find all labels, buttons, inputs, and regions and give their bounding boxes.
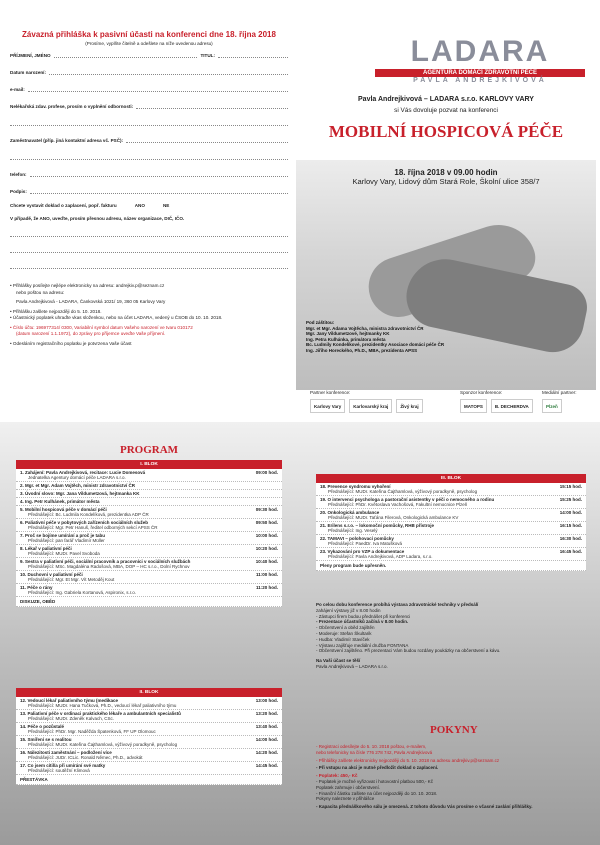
program-item-time: 13:00 hod. [255, 698, 278, 703]
program-item-time: 11:00 hod. [255, 572, 278, 577]
field-title-line[interactable] [218, 52, 288, 58]
note-line: - Výstavu zajišťuje mediální družba FONTANA [316, 642, 409, 648]
program-item-title: 4. Ing. Petr Kulhánek, primátor města [20, 499, 100, 504]
program-item-speaker: Přednášející: Ing. Veselý [316, 528, 586, 535]
field-email-line[interactable] [28, 86, 288, 92]
instruction-line: nebo telefonicky na čísle 776 278 742, Pavla Andrejkivová [316, 749, 433, 755]
program-item-speaker: Jednatelka Agentury domácí péče LADARA s.r.o. [16, 475, 282, 482]
program-item-speaker: Přednášející: MSc. Magdaléna Radošová, MBA, DOP – HC s.r.o., Dolní Rychnov [16, 564, 282, 571]
program-item-title: 23. Vykazování pro VZP a dokumentace [320, 549, 405, 554]
program-title: PROGRAM [120, 444, 179, 456]
program-item-title: 15. Smíření se s realitou [20, 737, 72, 742]
block-3-end: Pleny program bude upřesněn. [316, 561, 586, 571]
field-signature-row[interactable] [10, 188, 288, 194]
invoice-address-row-3[interactable] [10, 263, 288, 269]
patronage-line: Ing. Jiřiho Horeckého, Ph.D., MBA, prezidenta APSS [306, 347, 418, 353]
program-item-title: 9. Sestra v paliativní péči, sociální pracovník a pracovníci v sociálních službách [20, 559, 191, 564]
field-employer-label: Zaměstnavatel (příp. jiná kontaktní adresa vč. PSČ): [10, 138, 124, 143]
field-signature-line[interactable] [30, 188, 288, 194]
program-block-2 [16, 688, 282, 785]
block-1-end: DISKUZE, OBĚD [16, 597, 282, 607]
hands-photo [296, 160, 596, 390]
instruction-line: - Při vstupu na akci je nutné předložit doklad o zaplacení. [316, 765, 439, 771]
program-item-speaker: Přednášející: Ing. Gabriela Kortanová, Aspironix, s.r.o. [16, 590, 282, 597]
invoice-address-line-1[interactable] [10, 231, 288, 237]
logo-text: LADARA [410, 35, 550, 68]
invitation-text [296, 96, 596, 142]
conference-partners-label: Partner konference: [310, 390, 351, 395]
form-title: Závazná přihláška k pasivní účasti na konferenci dne 18. října 2018 [22, 30, 276, 39]
invite-line: si Vás dovoluje pozvat na konferenci [394, 107, 498, 114]
logo-owner: PAVLA ANDREJKIVOVÁ [413, 77, 547, 84]
conference-notes [316, 602, 586, 670]
invoice-question [10, 203, 288, 208]
instruction-line: Poplatek zahrnuje i občerstvení. [316, 784, 381, 790]
conference-datetime [296, 168, 596, 186]
conference-sponsors [460, 390, 533, 413]
program-item-speaker: Přednášející: MUDr. Pavel Svoboda [16, 551, 282, 558]
field-email-label: e-mail: [10, 87, 25, 92]
patronage-heading: Pod záštitou: [306, 320, 335, 325]
field-birthdate-row[interactable] [10, 69, 288, 75]
note-line: - Občerstvení zajištěno. Při prezentaci Vám budou rozdány poukázky na občerstvení a kávu. [316, 648, 501, 654]
field-employer-line[interactable] [126, 137, 288, 143]
registration-form [10, 30, 288, 415]
note-line: Na Vaši účast se těší [316, 658, 361, 664]
program-item-title: 16. Nálezitosti zaměstnání – podložení více [20, 750, 112, 755]
conference-partners [310, 390, 423, 413]
field-phone-line[interactable] [30, 171, 288, 177]
field-employer-extra-line[interactable] [10, 154, 288, 160]
patronage-line: Mgr. et Mgr. Adama Vojtěcha, ministra zdravotnictví ČR [306, 325, 424, 331]
info-line-address: Pavla Andrejkivová - LADARA, Čankovská 1021/ 19, 360 05 Karlovy Vary [16, 299, 166, 304]
note-line: Po celou dobu konference probíhá výstava zdravotnické techniky v předsálí [316, 602, 479, 607]
invoice-yes-option[interactable]: ANO [134, 203, 145, 208]
invite-organizer: Pavla Andrejkivová – LADARA s.r.o. KARLOVY VARY [358, 96, 534, 103]
invoice-no-option[interactable]: NE [162, 203, 170, 208]
block-2-header: II. BLOK [16, 688, 282, 697]
form-subtitle: (Prosíme, vyplňte čitelně a odešlete na níže uvedenou adresu) [85, 41, 213, 46]
program-item-title: 5. Mobilní hospicová péče v domácí péči [20, 507, 107, 512]
field-phone-row[interactable] [10, 171, 288, 177]
program-item-speaker: Přednášející: Pavla Andrejkivová, ADP Ladara, s.r.o. [316, 554, 586, 561]
info-line-account-note: (datum narození 1.1.1972), do zprávy pro příjemce uveďte Vaše příjmení. [16, 331, 166, 336]
program-item-title: 11. Péče o rány [20, 585, 53, 590]
program-item-speaker: Přednášející: MUDr. Taťána Filerová, Onkologická ambulance KV [316, 515, 586, 522]
program-item-time: 16:15 hod. [559, 523, 582, 528]
field-name-line[interactable] [54, 52, 198, 58]
program-item-speaker: Přednášející: Mgr. Petr Hanuš, ředitel odborných sekcí APSS ČR [16, 525, 282, 532]
invoice-address-row-2[interactable] [10, 247, 288, 253]
program-item-time: 10:40 hod. [255, 559, 278, 564]
program-item-time: 16:45 hod. [559, 549, 582, 554]
info-line-confirm: • Odesláním registračního poplatku je potvrzena Vaše účast [10, 340, 132, 346]
info-line-deadline: • Přihlášku zašlete nejpozději do 5. 10. 2018. [10, 308, 102, 314]
patronage-line: Ing. Petra Kulhánka, primátora města [306, 336, 386, 342]
program-item-title: 2. Mgr. et Mgr. Adam Vojtěch, ministr zdravotnictví ČR [20, 483, 136, 488]
program-item-speaker: Přednášející: Bc. Ludmila Kondelíková, prezidentka ADP ČR [16, 512, 282, 519]
program-item-title: 13. Paliativní péče v ordinaci praktického lékaře a ambulantních specialistů [20, 711, 181, 716]
program-item-title: 1. Zahájení: Pavla Andrejkivová, recitace: Lucie Domesová [20, 470, 146, 475]
program-item-time: 10:00 hod. [255, 533, 278, 538]
sponsors-label: Sponzor konference: [460, 390, 503, 395]
block-3-header: III. BLOK [316, 474, 586, 483]
program-item-speaker: Přednášející: MUDr. Kateřina Čajthamlová, výživový poradkyně, psycholog [316, 489, 586, 496]
invoice-address-line-2[interactable] [10, 247, 288, 253]
instruction-line: - Poplatek: 450,- Kč [316, 773, 358, 779]
field-profession-extra-line[interactable] [10, 120, 288, 126]
instruction-line: Pokyny naleznete v přihlášce [316, 796, 375, 802]
field-profession-label: Nelékařská zdav. profese, prosím o vyplnění odbornosti: [10, 104, 134, 109]
partners-strip [296, 390, 596, 420]
patronage-line: Mgr. Jany Vildumetzové, hejtmanky KK [306, 331, 390, 337]
note-line: - Prezentace účastníků začíná v 8.00 hodin. [316, 619, 409, 625]
program-item-speaker: Přednášející: soutěžní Klimová [16, 768, 282, 775]
field-employer-row[interactable] [10, 137, 288, 143]
media-logo: Plzeň [542, 399, 562, 413]
note-line: Pavla Andrejkivová – LADARA s.r.o. [316, 663, 388, 669]
instruction-line: - Finanční částku zašlete na účet nejpozději do 10. 10. 2018. [316, 790, 438, 796]
instruction-line: - Registraci odesílejte do 5. 10. 2018 poštou, e-mailem, [316, 744, 427, 749]
program-item-title: 6. Paliativní péče v pobytových zařízeních sociálních služeb [20, 520, 149, 525]
program-item-time: 16:30 hod. [559, 536, 582, 541]
program-item-speaker: Přednášející: PhDr. Květoslava Vachošová, Fakultní nemocnice Plzeň [316, 502, 586, 509]
instruction-line: - Kapacita přednáškového sálu je omezená. Z tohoto důvodu Vás prosíme o včasné zaslání přihlášky. [316, 804, 533, 810]
info-line-email: • Přihlášky posílejte nejlépe elektronicky na adresu: andrejkiv.p@seznam.cz [10, 283, 165, 288]
patronage-line: Bc. Ludmily Kondelíkové, prezidentky Asociace domácí péče ČR [306, 342, 445, 348]
program-item-title: 18. Prevence syndromu vyhoření [320, 484, 391, 489]
partner-logo: Karlovarský kraj [349, 399, 392, 413]
partner-logo: Živý kraj [396, 399, 422, 413]
program-item-time: 11:20 hod. [255, 585, 278, 590]
conference-place: Karlovy Vary, Lidový dům Stará Role, Školní ulice 358/7 [352, 177, 540, 186]
program-item-time: 14:20 hod. [255, 750, 278, 755]
program-item-title: 8. Lékař v paliativní péči [20, 546, 72, 551]
program-item-title: 12. Vedoucí lékař paliativního týmu (medikace [20, 698, 119, 703]
info-line-fee: • Účastnický poplatek uhraďte vkas složenkou, nebo na účet LADARA, vedený u ČSOB do 10. 10. 2018. [10, 315, 223, 320]
program-item-time: 09:30 hod. [255, 507, 278, 512]
ladara-logo [375, 35, 585, 84]
field-birthdate-line[interactable] [49, 69, 288, 75]
program-item-time: 13:40 hod. [255, 724, 278, 729]
program-item-title: 10. Duchovní v paliativní péči [20, 572, 83, 577]
block-1-header: I. BLOK [16, 460, 282, 469]
info-line-account: • Číslo účtu: 196977314/ 0300, Variabilní symbol datum Vašeho narození ve tvaru 010172 [10, 324, 193, 330]
invoice-question-label: Chcete vystavit doklad o zaplacení, popř. fakturu [10, 203, 117, 208]
program-item-speaker: Přednášející: MUDr. Zdeněk Kalvach, CSc. [16, 716, 282, 723]
field-title-label: TITUL: [200, 53, 215, 58]
program-item-speaker: Přednášející: MUDr. Hana Tučková, Ph.D., vedoucí lékař paliativního týmu [16, 703, 282, 710]
block-2-end: PŘESTÁVKA [16, 775, 282, 785]
instruction-line: - Přihlášky zašlete elektronicky nejpozději do 5. 10. 2018 na adresu andrejkiv.p@seznam.cz [316, 757, 500, 763]
program-panel [0, 422, 600, 845]
info-line-post: nebo poštou na adresu: [16, 289, 65, 295]
program-item-speaker: Přednášející: Mgr. Et Mgr. Vít Metoděj Kout [16, 577, 282, 584]
note-line: - Zástupci firem budou přednášet při konferenci [316, 613, 411, 619]
invoice-address-row[interactable] [10, 231, 288, 237]
program-item-speaker: Přednášející: JUDr. ICLic. Ronald Němec, Ph.D., advokát [16, 755, 282, 762]
program-item-speaker: Přednášející: PaedDr. Iva Matušková [316, 541, 586, 548]
conference-date: 18. října 2018 v 09.00 hodin [394, 168, 498, 177]
program-item-time: 13:20 hod. [255, 711, 278, 716]
note-line: - Občerstvení a oběd zajištěn [316, 625, 375, 631]
program-item-time: 14:00 hod. [255, 737, 278, 742]
field-profession-row[interactable] [10, 103, 288, 109]
invitation-panel [0, 0, 600, 420]
instruction-line: - Poplatek je možné vyřizovat i hotovostní platbou 500,- Kč [316, 778, 434, 784]
program-item-time: 15:15 hod. [559, 484, 582, 489]
invoice-address-line-3[interactable] [10, 263, 288, 269]
field-name-label: PŘÍJMENÍ, JMÉNO [10, 53, 51, 58]
conference-title: MOBILNÍ HOSPICOVÁ PÉČE [328, 122, 564, 141]
field-email-row[interactable] [10, 86, 288, 92]
field-phone-label: telefon: [10, 172, 27, 177]
program-item-title: 19. O intervenci psychologa a pastorační asistentky v péči o nemocného a rodinu [320, 497, 495, 502]
field-birthdate-label: Datum narození: [10, 70, 46, 75]
program-item-speaker: Přednášející: MUDr. Kateřina Čajthamlová, výživový poradkyně, psycholog [16, 742, 282, 749]
program-item-title: 7. Proč se bojíme umírání a proč je tabu [20, 533, 106, 538]
program-item-title: 17. Co jsem cítil/a při umírání své matky [20, 763, 106, 768]
program-block-3 [316, 474, 586, 571]
program-item-title: 21. Erilens s.r.o. – lokomoční pomůcky, RHB přístroje [320, 523, 434, 528]
field-profession-extra-row[interactable] [10, 120, 288, 126]
instructions-title: POKYNY [430, 724, 478, 736]
logo-tagline: AGENTURA DOMÁCÍ ZDRAVOTNÍ PÉČE [375, 69, 585, 77]
field-signature-label: Podpis: [10, 189, 27, 194]
media-partners-label: Mediální partner: [542, 390, 577, 395]
note-line: - Moderuje: Stefan Škultarik [316, 630, 372, 636]
field-profession-line[interactable] [136, 103, 288, 109]
program-item-speaker: Přednášející: PhDr. Mgr. Naděžda Špatenková, FF UP Olomouc [16, 729, 282, 736]
program-item-time: 10:20 hod. [255, 546, 278, 551]
program-item-title: 14. Péče o pozůstalé [20, 724, 65, 729]
media-partners [542, 390, 576, 413]
instructions [316, 744, 586, 810]
program-block-1 [16, 460, 282, 607]
invoice-note: V případě, že ANO, uveďte, prosím přesnou adresu, název organizace, DIČ, IČO. [10, 216, 185, 221]
program-item-title: 3. Úvodní slovo: Mgr. Jana Vildumetzová, hejtmanka KK [20, 491, 140, 496]
program-item-time: 14:00 hod. [559, 510, 582, 515]
form-info [10, 283, 288, 347]
note-line: - Hudba: Vladimír Stavíček [316, 636, 370, 642]
field-employer-extra-row[interactable] [10, 154, 288, 160]
program-item-speaker: Přednášející: pan farář Vladimír Müller [16, 538, 282, 545]
partner-logo: Karlovy Vary [310, 399, 345, 413]
program-item-time: 14:45 hod. [255, 763, 278, 768]
note-line: zahájení výstavy již v 8.00 hodin [316, 607, 381, 613]
program-item-time: 09:50 hod. [255, 520, 278, 525]
field-name-row[interactable] [10, 52, 288, 58]
sponsor-logo: B. DECHERDVA [491, 399, 533, 413]
program-item-title: 22. TAMAVI – polohovací pomůcky [320, 536, 394, 541]
program-item-time: 09:00 hod. [255, 470, 278, 475]
sponsor-logo: MATOPS [460, 399, 487, 413]
program-item-time: 15:25 hod. [559, 497, 582, 502]
patronage [306, 320, 586, 354]
program-item-title: 20. Onkologická ambulance [320, 510, 380, 515]
